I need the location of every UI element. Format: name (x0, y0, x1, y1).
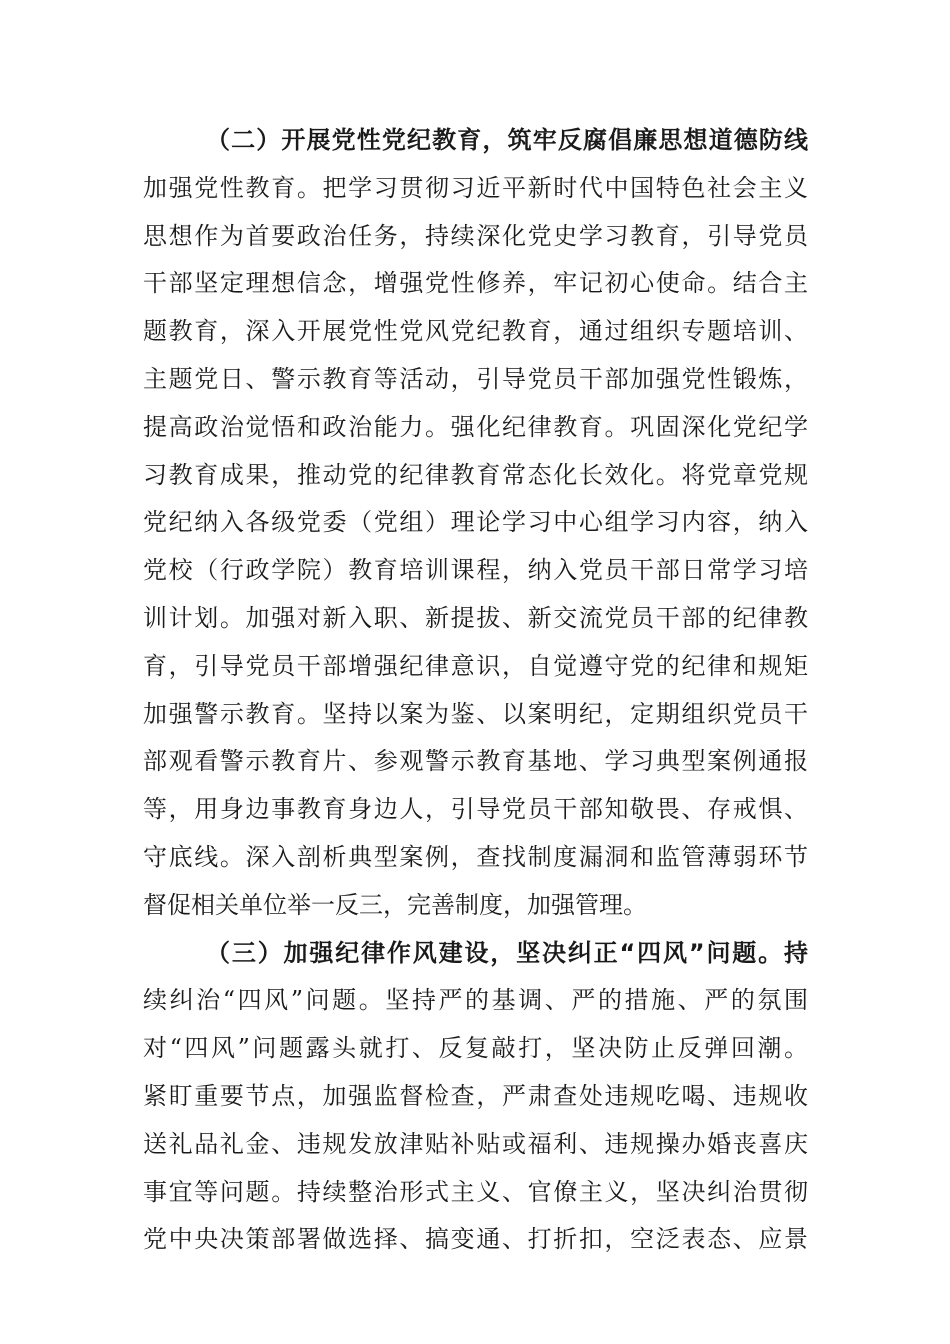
text-line: 部观看警示教育片、参观警示教育基地、学习典型案例通报 (143, 747, 808, 776)
section-heading-2: （二）开展党性党纪教育，筑牢反腐倡廉思想道德防线 (206, 126, 808, 154)
text-line: 提高政治觉悟和政治能力。强化纪律教育。巩固深化党纪学 (143, 412, 808, 441)
text-line: 习教育成果，推动党的纪律教育常态化长效化。将党章党规 (143, 460, 808, 489)
text-line: 育，引导党员干部增强纪律意识，自觉遵守党的纪律和规矩 (143, 651, 808, 680)
document-body (143, 117, 808, 1264)
text-line: 续纠治“四风”问题。坚持严的基调、严的措施、严的氛围 (143, 986, 808, 1015)
text-line: 事宜等问题。持续整治形式主义、官僚主义，坚决纠治贯彻 (143, 1177, 808, 1206)
text-line: 主题党日、警示教育等活动，引导党员干部加强党性锻炼， (143, 364, 808, 393)
text-line: 督促相关单位举一反三，完善制度，加强管理。 (143, 890, 647, 919)
text-line: 紧盯重要节点，加强监督检查，严肃查处违规吃喝、违规收 (143, 1081, 808, 1110)
text-line: 等，用身边事教育身边人，引导党员干部知敬畏、存戒惧、 (143, 795, 808, 824)
text-line: 送礼品礼金、违规发放津贴补贴或福利、违规操办婚丧喜庆 (143, 1129, 808, 1158)
text-line: 加强警示教育。坚持以案为鉴、以案明纪，定期组织党员干 (143, 699, 808, 728)
text-line: 党校（行政学院）教育培训课程，纳入党员干部日常学习培 (143, 556, 808, 585)
text-line: 党中央决策部署做选择、搞变通、打折扣，空泛表态、应景 (143, 1225, 808, 1254)
text-line: 对“四风”问题露头就打、反复敲打，坚决防止反弹回潮。 (143, 1034, 808, 1063)
text-line: 党纪纳入各级党委（党组）理论学习中心组学习内容，纳入 (143, 508, 808, 537)
text-line: 干部坚定理想信念，增强党性修养，牢记初心使命。结合主 (143, 269, 808, 298)
text-line: 加强党性教育。把学习贯彻习近平新时代中国特色社会主义 (143, 173, 808, 202)
text-line: 守底线。深入剖析典型案例，查找制度漏洞和监管薄弱环节 (143, 842, 808, 871)
text-line: 训计划。加强对新入职、新提拔、新交流党员干部的纪律教 (143, 603, 808, 632)
text-line: 思想作为首要政治任务，持续深化党史学习教育，引导党员 (143, 221, 808, 250)
text-line: 题教育，深入开展党性党风党纪教育，通过组织专题培训、 (143, 317, 808, 346)
section-heading-3: （三）加强纪律作风建设，坚决纠正“四风”问题。持 (206, 938, 808, 967)
